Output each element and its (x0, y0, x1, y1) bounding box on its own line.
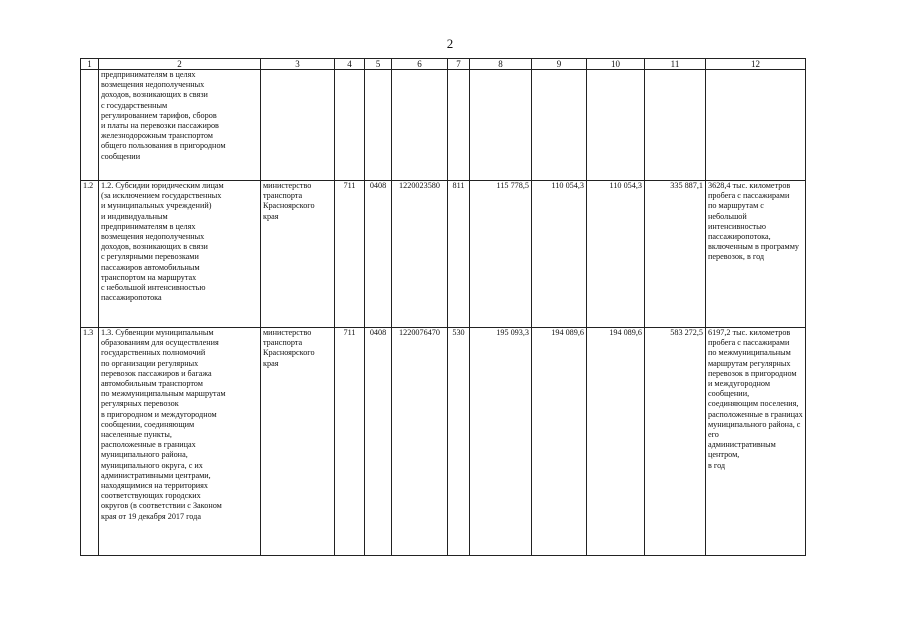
expected-result (706, 70, 806, 181)
expense-type-code (448, 70, 470, 181)
amount-total (645, 70, 706, 181)
column-number: 12 (706, 59, 806, 70)
expected-result: 3628,4 тыс. километров пробега с пассажирами по маршрутам с небольшой интенсивностью пассажиропотока, включенным в программу перевозок, в год (706, 181, 806, 328)
column-number: 8 (470, 59, 532, 70)
page-number: 2 (446, 36, 454, 51)
amount-col-8 (470, 70, 532, 181)
row-number: 1.3 (81, 328, 99, 556)
section-code: 0408 (365, 181, 392, 328)
target-article-code: 1220023580 (392, 181, 448, 328)
target-article-code: 1220076470 (392, 328, 448, 556)
budget-administrator: министерство транспорта Красноярского края (261, 181, 335, 328)
amount-col-9: 110 054,3 (532, 181, 587, 328)
amount-col-10: 110 054,3 (587, 181, 645, 328)
column-number: 7 (448, 59, 470, 70)
row-number (81, 70, 99, 181)
ministry-code: 711 (335, 328, 365, 556)
budget-table (80, 58, 806, 556)
column-number: 9 (532, 59, 587, 70)
column-number: 5 (365, 59, 392, 70)
measure-description: 1.3. Субвенции муниципальным образованиям для осуществления государственных полномочий по организации регулярных перевозок пассажиров и багажа автомобильным транспортом по межмуниципальным маршрутам регулярных перевозок в пригородном и междугородном сообщении, соединяющим населенные пункты, расположенные в границах муниципального района, муниципального округа, с их административными центрами, находящимися на территориях соответствующих городских округов (в соответствии с Законом края от 19 декабря 2017 года (99, 328, 261, 556)
expense-type-code: 530 (448, 328, 470, 556)
expected-result: 6197,2 тыс. километров пробега с пассажирами по межмуниципальным маршрутам регулярных перевозок в пригородном и междугородном сообщении, соединяющим поселения, расположенные в границах муниципального района, с его административным центром, в год (706, 328, 806, 556)
column-number-row (81, 59, 806, 70)
amount-col-9: 194 089,6 (532, 328, 587, 556)
section-code (365, 70, 392, 181)
measure-description: 1.2. Субсидии юридическим лицам (за исключением государственных и муниципальных учреждений) и индивидуальным предпринимателям в целях возмещения недополученных доходов, возникающих в связи с регулярными перевозками пассажиров автомобильным транспортом на маршрутах с небольшой интенсивностью пассажиропотока (99, 181, 261, 328)
column-number: 3 (261, 59, 335, 70)
column-number: 11 (645, 59, 706, 70)
column-number: 10 (587, 59, 645, 70)
column-number: 1 (81, 59, 99, 70)
target-article-code (392, 70, 448, 181)
amount-col-9 (532, 70, 587, 181)
row-number: 1.2 (81, 181, 99, 328)
table-row (81, 328, 806, 556)
column-number: 4 (335, 59, 365, 70)
amount-col-8: 115 778,5 (470, 181, 532, 328)
table-row (81, 70, 806, 181)
measure-description: предпринимателям в целях возмещения недополученных доходов, возникающих в связи с государственным регулированием тарифов, сборов и платы на перевозки пассажиров железнодорожным транспортом общего пользования в пригородном сообщении (99, 70, 261, 181)
ministry-code (335, 70, 365, 181)
column-number: 6 (392, 59, 448, 70)
amount-total: 583 272,5 (645, 328, 706, 556)
amount-col-10: 194 089,6 (587, 328, 645, 556)
budget-administrator: министерство транспорта Красноярского края (261, 328, 335, 556)
expense-type-code: 811 (448, 181, 470, 328)
amount-total: 335 887,1 (645, 181, 706, 328)
ministry-code: 711 (335, 181, 365, 328)
section-code: 0408 (365, 328, 392, 556)
budget-administrator (261, 70, 335, 181)
amount-col-8: 195 093,3 (470, 328, 532, 556)
table-row (81, 181, 806, 328)
amount-col-10 (587, 70, 645, 181)
column-number: 2 (99, 59, 261, 70)
